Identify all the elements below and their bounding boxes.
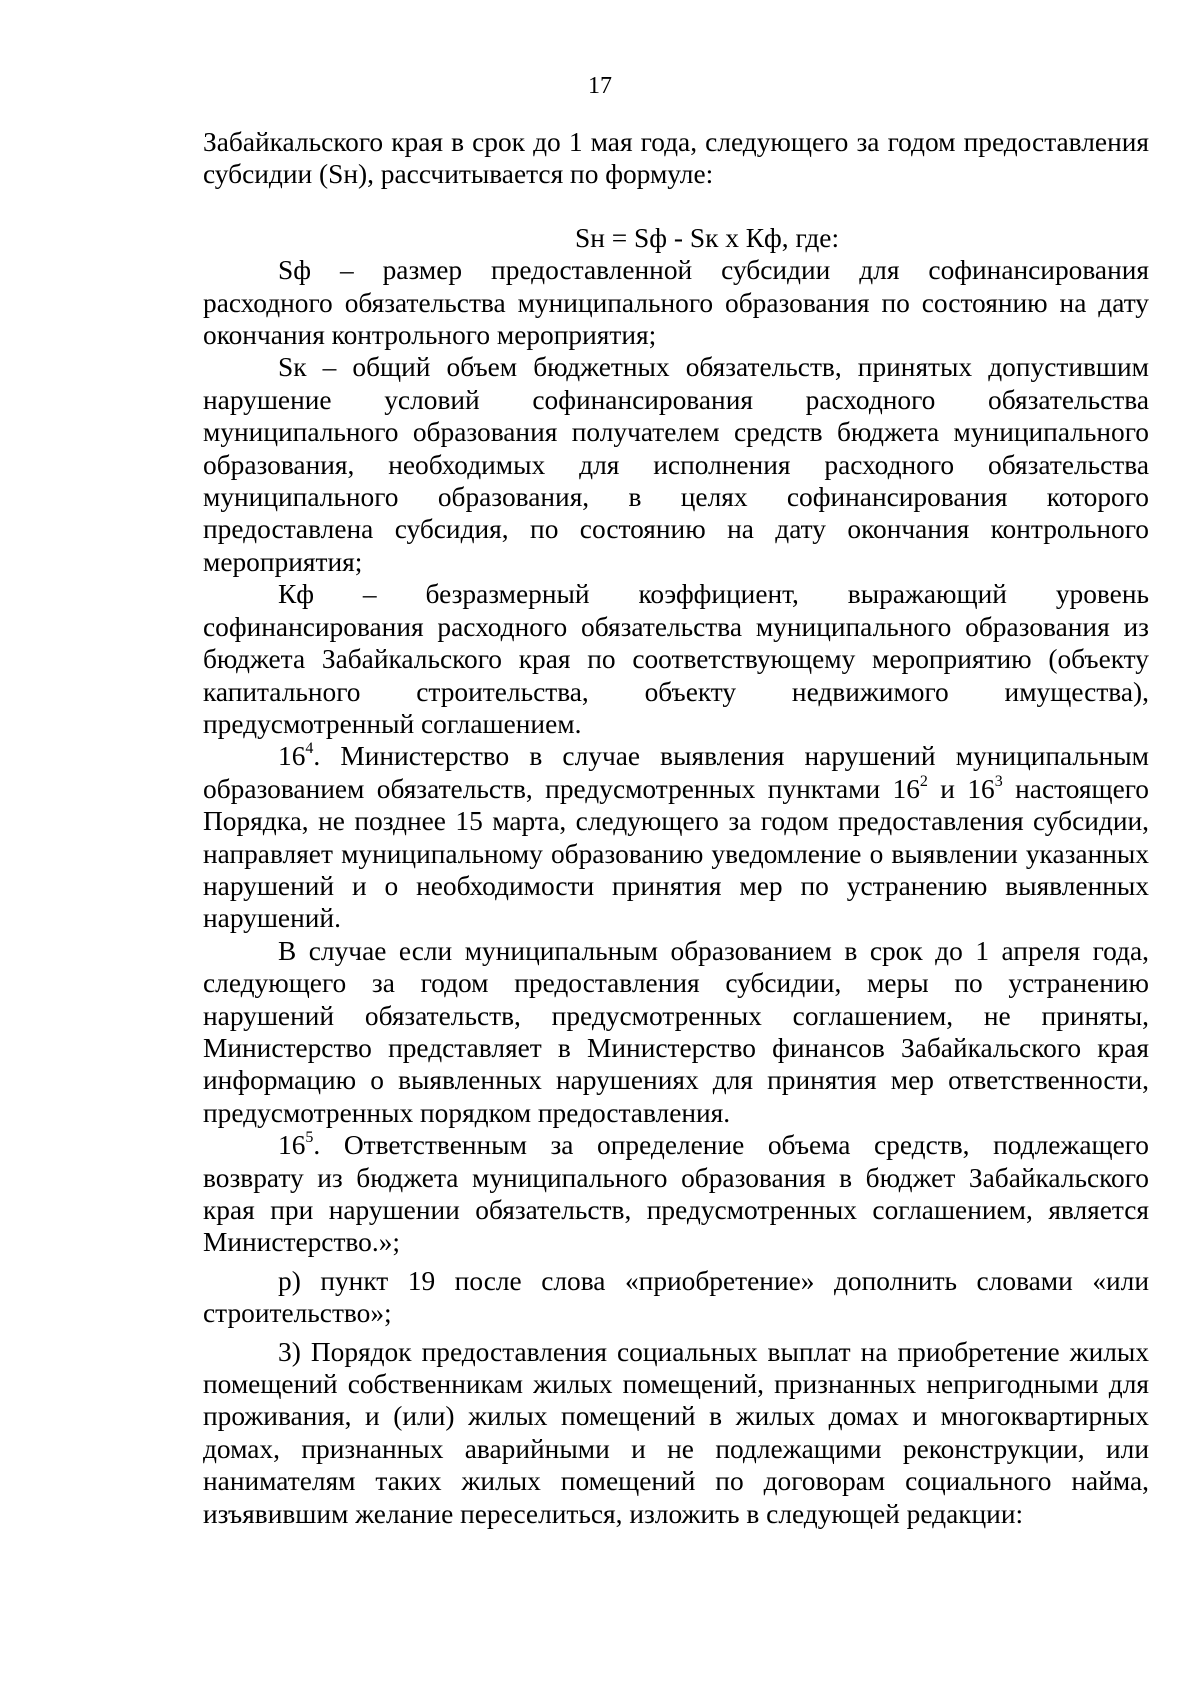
- clause-text-part: настоящего Порядка, не позднее 15 марта, следующего за годом предоставления субсидии, направляет муниципальному образованию уведомление о выявлении указанных нарушений и о необходимости принятия мер по устранению выявленных нарушений.: [203, 773, 1149, 934]
- clause-number-superscript: 4: [305, 740, 314, 758]
- document-body: [203, 126, 1149, 1530]
- paragraph-sk-definition: Sк – общий объем бюджетных обязательств, принятых допустившим нарушение условий софинансирования расходного обязательства муниципального образования получателем средств бюджета муниципального образования, необходимых для исполнения расходного обязательства муниципального образования, в целях софинансирования которого предоставлена субсидия, по состоянию на дату окончания контрольного мероприятия;: [203, 352, 1149, 577]
- clause-text-part: . Министерство в случае выявления нарушений муниципальным образованием обязательств, предусмотренных пунктами 16: [203, 741, 1149, 804]
- reference-superscript: 3: [994, 772, 1003, 790]
- paragraph-sf-definition: Sф – размер предоставленной субсидии для софинансирования расходного обязательства муниципального образования по состоянию на дату окончания контрольного мероприятия;: [203, 255, 1149, 351]
- clause-number-base: 16: [278, 1130, 306, 1161]
- paragraph-kf-definition: Кф – безразмерный коэффициент, выражающий уровень софинансирования расходного обязательства муниципального образования из бюджета Забайкальского края по соответствующему мероприятию (объекту капитального строительства, объекту недвижимого имущества), предусмотренный соглашением.: [203, 579, 1149, 739]
- clause-text: . Ответственным за определение объема средств, подлежащего возврату из бюджета муниципального образования в бюджет Забайкальского края при нарушении обязательств, предусмотренных соглашением, является Министерство.»;: [203, 1130, 1149, 1258]
- paragraph-16-4: [203, 740, 1149, 934]
- page-number: 17: [588, 73, 612, 99]
- clause-number-base: 16: [278, 741, 306, 772]
- paragraph-16-5: [203, 1129, 1149, 1259]
- paragraph-item-3: 3) Порядок предоставления социальных выплат на приобретение жилых помещений собственникам жилых помещений, признанных непригодными для проживания, и (или) жилых помещений в жилых домах и многоквартирных домах, признанных аварийными и не подлежащими реконструкции, или нанимателям таких жилых помещений по договорам социального найма, изъявившим желание переселиться, изложить в следующей редакции:: [203, 1336, 1149, 1529]
- paragraph-intro: Забайкальского края в срок до 1 мая года, следующего за годом предоставления субсидии (Sн), рассчитывается по формуле:: [203, 127, 1149, 190]
- paragraph-item-r: р) пункт 19 после слова «приобретение» дополнить словами «или строительство»;: [203, 1265, 1149, 1329]
- paragraph-violation-measures: В случае если муниципальным образованием в срок до 1 апреля года, следующего за годом предоставления субсидии, меры по устранению нарушений обязательств, предусмотренных соглашением, не приняты, Министерство представляет в Министерство финансов Забайкальского края информацию о выявленных нарушениях для принятия мер ответственности, предусмотренных порядком предоставления.: [203, 935, 1149, 1128]
- reference-superscript: 2: [919, 772, 928, 790]
- clause-text-part: и 16: [927, 773, 995, 804]
- clause-number-superscript: 5: [305, 1129, 314, 1147]
- formula: Sн = Sф - Sк х Кф, где:: [575, 222, 840, 253]
